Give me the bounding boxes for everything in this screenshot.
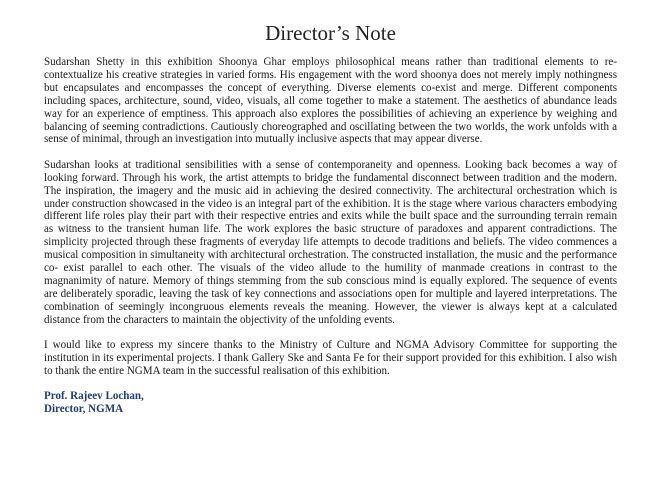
paragraph-body: Sudarshan looks at traditional sensibilities with a sense of contemporaneity and openness. Looking back becomes a way of looking forward. Through his work, the artist attempts to bridge the fundamental disconnect between tradition and the modern. The inspiration, the imagery and the music aid in achieving the desired connectivity. The architectural orchestration which is under construction showcased in the video is an integral part of the exhibition. It is the stage where various characters embodying different life roles play their part with their respective entries and exits while the built space and the surrounding terrain remain as witness to the transient human life. The work explores the basic structure of paradoxes and apparent contradictions. The simplicity projected through these fragments of everyday life attempts to decode traditions and beliefs. The video commences a musical composition in simultaneity with architectural orchestration. The constructed installation, the music and the performance co- exist parallel to each other. The visuals of the video allude to the humility of manmade creations in contrast to the magnanimity of nature. Memory of things stemming from the sub conscious mind is equally explored. The sequence of events are deliberately sporadic, leaving the task of key connections and associations open for multiple and layered interpretations. The combination of seemingly incongruous elements reveals the meaning. However, the viewer is always kept at a calculated distance from the characters to maintain the objectivity of the unfolding events. (44, 158, 617, 326)
signature-role: Director, NGMA (44, 403, 124, 416)
paragraph-intro: Sudarshan Shetty in this exhibition Shoonya Ghar employs philosophical means rather than traditional elements to re-contextualize his creative strategies in varied forms. His engagement with the word shoonya does not merely imply nothingness but encapsulates and encompasses the concept of everything. Diverse elements co-exist and merge. Different components including spaces, architecture, sound, video, visuals, all come together to make a statement. The aesthetics of abundance leads way for an experience of emptiness. This approach also explores the possibilities of achieving an experience by weighing and balancing of seeming contradictions. Cautiously choreographed and oscillating between the two worlds, the work unfolds with a sense of minimal, through an investigation into mutually inclusive aspects that may appear diverse. (44, 56, 617, 146)
page-title: Director’s Note (265, 21, 396, 45)
paragraph-thanks: I would like to express my sincere thanks to the Ministry of Culture and NGMA Advisory Committee for supporting the institution in its experimental projects. I thank Gallery Ske and Santa Fe for their support provided for this exhibition. I also wish to thank the entire NGMA team in the successful realisation of this exhibition. (44, 339, 617, 377)
signature-block (44, 390, 617, 416)
signature-name: Prof. Rajeev Lochan, (44, 390, 144, 403)
